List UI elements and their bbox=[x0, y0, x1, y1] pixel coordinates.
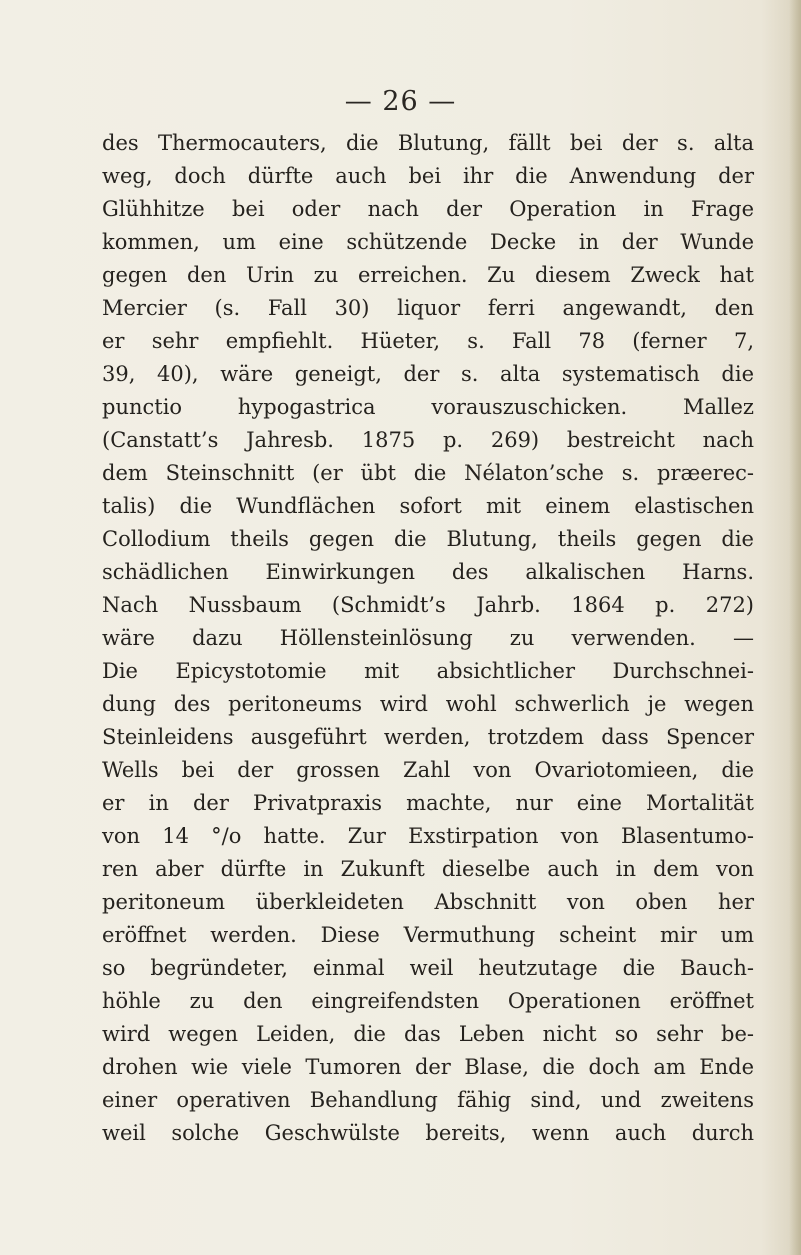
text-line: ren aber dürfte in Zukunft dieselbe auch in dem von bbox=[102, 857, 754, 881]
page-number: — 26 — bbox=[344, 86, 457, 117]
text-line: schädlichen Einwirkungen des alkalischen Harns. bbox=[102, 560, 754, 584]
text-line: Steinleidens ausgeführt werden, trotzdem dass Spencer bbox=[102, 725, 754, 749]
text-line: drohen wie viele Tumoren der Blase, die doch am Ende bbox=[102, 1055, 754, 1079]
text-line: gegen den Urin zu erreichen. Zu diesem Zweck hat bbox=[102, 263, 754, 287]
text-line: wird wegen Leiden, die das Leben nicht so sehr be- bbox=[102, 1022, 754, 1046]
text-line: weil solche Geschwülste bereits, wenn auch durch bbox=[102, 1121, 754, 1145]
body-text bbox=[102, 127, 754, 1150]
text-line: punctio hypogastrica vorauszuschicken. Mallez bbox=[102, 395, 754, 419]
text-line: dem Steinschnitt (er übt die Nélaton’sche s. præerec- bbox=[102, 461, 754, 485]
text-line: Glühhitze bei oder nach der Operation in Frage bbox=[102, 197, 754, 221]
text-line: dung des peritoneums wird wohl schwerlich je wegen bbox=[102, 692, 754, 716]
text-line: des Thermocauters, die Blutung, fällt bei der s. alta bbox=[102, 131, 754, 155]
text-line: höhle zu den eingreifendsten Operationen eröffnet bbox=[102, 989, 754, 1013]
text-line: Mercier (s. Fall 30) liquor ferri angewandt, den bbox=[102, 296, 754, 320]
text-line: weg, doch dürfte auch bei ihr die Anwendung der bbox=[102, 164, 754, 188]
text-line: (Canstatt’s Jahresb. 1875 p. 269) bestreicht nach bbox=[102, 428, 754, 452]
text-line: er in der Privatpraxis machte, nur eine Mortalität bbox=[102, 791, 754, 815]
text-line: Die Epicystotomie mit absichtlicher Durchschnei- bbox=[102, 659, 754, 683]
text-line: 39, 40), wäre geneigt, der s. alta systematisch die bbox=[102, 362, 754, 386]
text-line: so begründeter, einmal weil heutzutage die Bauch- bbox=[102, 956, 754, 980]
text-line: Collodium theils gegen die Blutung, theils gegen die bbox=[102, 527, 754, 551]
text-line: einer operativen Behandlung fähig sind, und zweitens bbox=[102, 1088, 754, 1112]
text-line: er sehr empfiehlt. Hüeter, s. Fall 78 (ferner 7, bbox=[102, 329, 754, 353]
text-line: von 14 °/o hatte. Zur Exstirpation von Blasentumo- bbox=[102, 824, 754, 848]
text-line: peritoneum überkleideten Abschnitt von oben her bbox=[102, 890, 754, 914]
page-edge-shadow bbox=[789, 0, 801, 1255]
text-line: eröffnet werden. Diese Vermuthung scheint mir um bbox=[102, 923, 754, 947]
text-line: wäre dazu Höllensteinlösung zu verwenden. — bbox=[102, 626, 754, 650]
text-line: Nach Nussbaum (Schmidt’s Jahrb. 1864 p. 272) bbox=[102, 593, 754, 617]
text-line: Wells bei der grossen Zahl von Ovariotomieen, die bbox=[102, 758, 754, 782]
text-line: kommen, um eine schützende Decke in der Wunde bbox=[102, 230, 754, 254]
text-line: talis) die Wundflächen sofort mit einem elastischen bbox=[102, 494, 754, 518]
